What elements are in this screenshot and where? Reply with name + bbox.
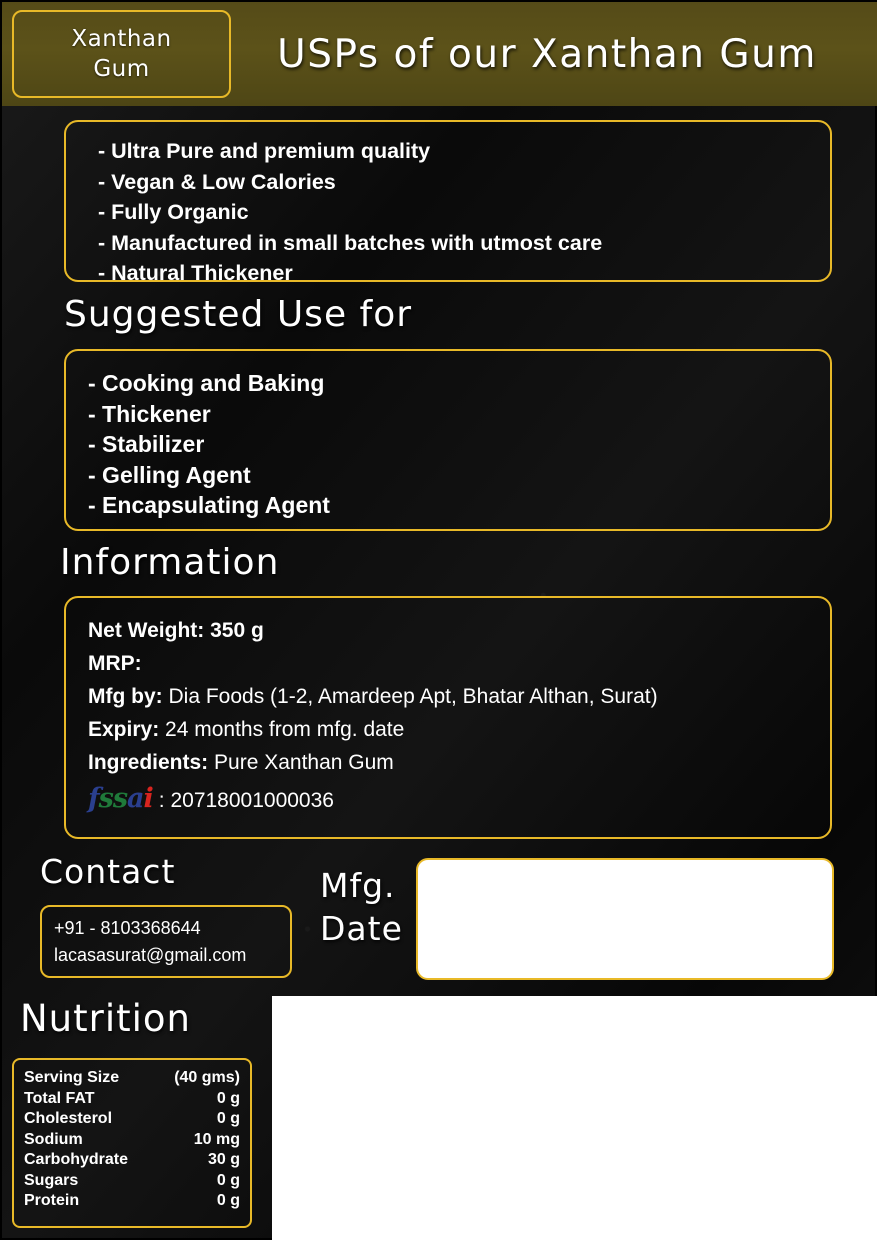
blank-print-area [272,996,877,1240]
nutrition-name: Sodium [24,1130,83,1148]
brand-name-line2: Gum [93,56,150,82]
info-row-expiry [88,713,830,746]
mfg-date-heading-line1: Mfg. [320,866,396,905]
table-row [24,1109,240,1130]
label-header [2,2,877,106]
suggested-use-heading: Suggested Use for [64,294,413,335]
info-label: Mfg by: [88,685,163,708]
brand-name-line1: Xanthan [71,26,172,52]
list-item: - Gelling Agent [88,461,251,488]
page-title: USPs of our Xanthan Gum [277,31,817,77]
list-item: - Encapsulating Agent [88,492,330,518]
suggested-use-box [64,349,832,531]
brand-badge [12,10,231,98]
nutrition-name: Total FAT [24,1089,95,1107]
nutrition-table [12,1058,252,1228]
table-row [24,1130,240,1151]
info-row-mfg-by [88,680,830,713]
mfg-date-input[interactable] [416,858,834,980]
contact-box [40,905,292,978]
usp-list-box [64,120,832,285]
list-item: - Cooking and Baking [88,370,325,396]
nutrition-value: 0 g [216,1171,240,1189]
nutrition-value: 0 g [216,1192,240,1209]
nutrition-name: Protein [24,1192,80,1209]
info-label: Net Weight: [88,619,205,642]
nutrition-value: 10 mg [193,1130,240,1148]
info-label: Ingredients: [88,751,209,774]
nutrition-name: Sugars [24,1171,79,1189]
nutrition-name: Serving Size [24,1069,120,1086]
list-item: - Stabilizer [88,431,205,457]
information-box [64,596,832,839]
nutrition-value: 0 g [216,1089,240,1107]
nutrition-heading: Nutrition [20,997,192,1040]
list-item: - Vegan & Low Calories [98,169,336,194]
info-label: Expiry: [88,718,160,741]
list-item: - Manufactured in small batches with utmost care [98,230,603,255]
nutrition-value: 0 g [216,1110,240,1127]
table-row [24,1171,240,1192]
info-value: 24 months from mfg. date [159,718,405,741]
info-row-ingredients [88,746,830,779]
list-item: - Fully Organic [98,200,249,224]
usp-list [98,136,830,289]
list-item: - Natural Thickener [98,261,293,285]
table-row [24,1089,240,1110]
fssai-license-number: : 20718001000036 [158,789,334,812]
nutrition-value: 30 g [207,1151,240,1168]
mfg-date-heading-line2: Date [320,909,403,948]
table-row [24,1150,240,1171]
table-row [24,1191,240,1212]
suggested-use-list [88,368,830,521]
nutrition-value: (40 gms) [174,1069,240,1086]
table-row [24,1068,240,1089]
contact-phone[interactable]: +91 - 8103368644 [54,918,201,938]
nutrition-name: Cholesterol [24,1110,113,1127]
contact-email[interactable]: lacasasurat@gmail.com [54,945,247,965]
information-heading: Information [60,542,280,583]
info-label: MRP: [88,652,142,675]
list-item: - Ultra Pure and premium quality [98,139,431,163]
info-value: 350 g [204,619,264,642]
contact-heading: Contact [40,852,176,891]
nutrition-name: Carbohydrate [24,1151,129,1168]
fssai-logo-icon: fssai [88,783,153,814]
info-value: Dia Foods (1-2, Amardeep Apt, Bhatar Althan, Surat) [162,685,658,708]
info-row-net-weight [88,614,830,647]
info-value: Pure Xanthan Gum [208,751,394,774]
mfg-date-heading [320,864,416,950]
list-item: - Thickener [88,400,211,427]
info-row-mrp [88,647,830,680]
info-row-fssai [88,783,830,814]
